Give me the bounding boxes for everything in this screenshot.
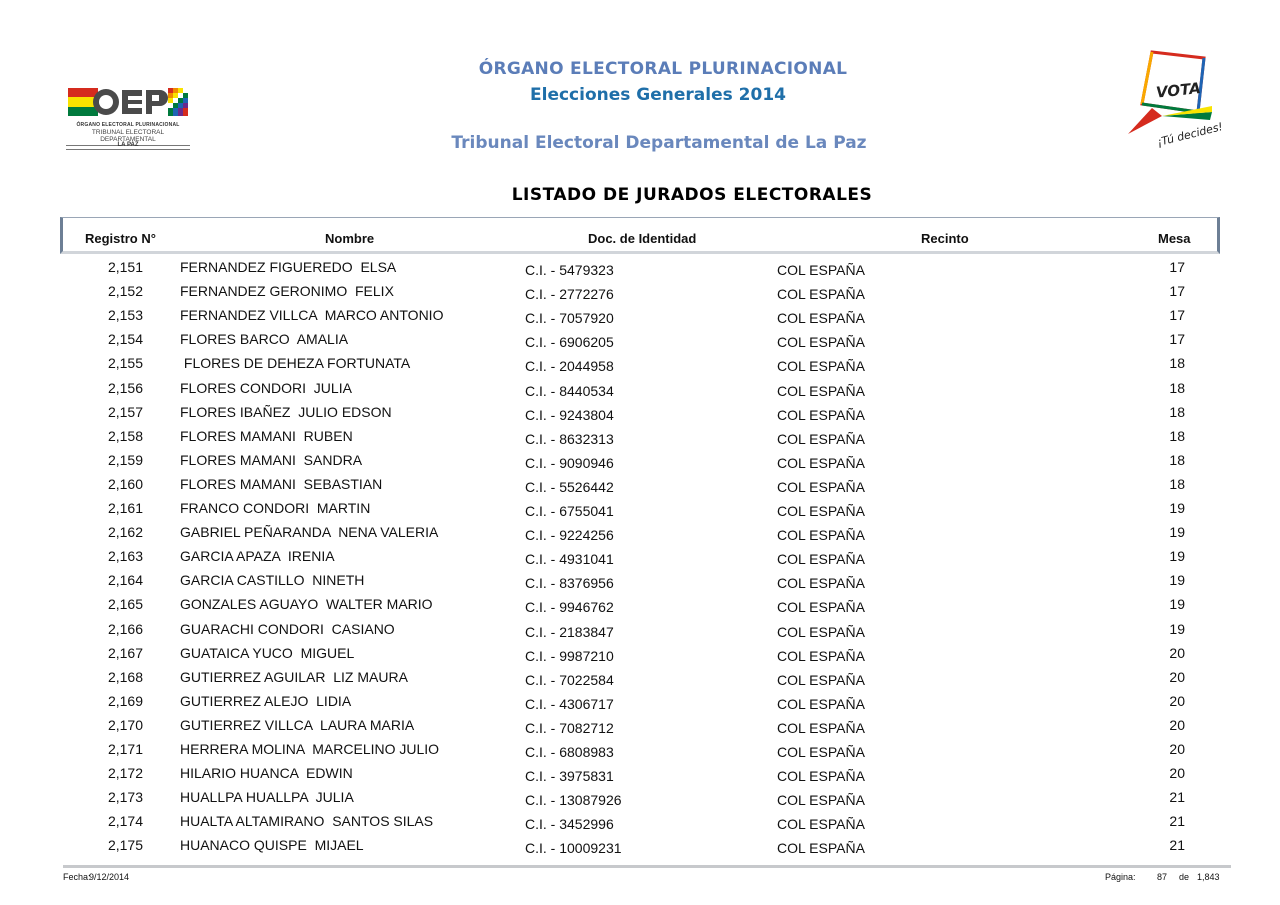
mesa-cell: 19 [1169,500,1185,516]
doc-cell: C.I. - 9224256 [525,527,614,544]
nombre-cell: HUALLPA HUALLPA JULIA [180,789,354,806]
table-row [0,645,1280,669]
organization-title: ÓRGANO ELECTORAL PLURINACIONAL [478,59,848,79]
column-header-mesa: Mesa [1158,231,1191,246]
doc-cell: C.I. - 13087926 [525,792,622,809]
registro-cell: 2,155 [107,355,143,372]
registro-cell: 2,169 [107,692,143,709]
recinto-cell: COL ESPAÑA [777,671,865,688]
table-row [0,572,1280,596]
mesa-cell: 20 [1169,741,1185,757]
nombre-cell: GUTIERREZ VILLCA LAURA MARIA [180,716,415,733]
mesa-cell: 21 [1169,837,1185,854]
table-row [0,548,1280,572]
column-header-doc: Doc. de Identidad [588,231,697,246]
doc-cell: C.I. - 8632313 [525,430,614,447]
doc-cell: C.I. - 10009231 [525,840,622,857]
table-row [0,693,1280,717]
registro-cell: 2,171 [107,741,143,757]
doc-cell: C.I. - 6808983 [525,744,614,760]
doc-cell: C.I. - 3975831 [525,768,614,785]
mesa-cell: 17 [1169,259,1185,275]
column-header-recinto: Recinto [921,231,969,246]
table-row [0,813,1280,837]
nombre-cell: GABRIEL PEÑARANDA NENA VALERIA [180,524,439,541]
registro-cell: 2,170 [107,716,143,733]
table-row [0,789,1280,813]
nombre-cell: GONZALES AGUAYO WALTER MARIO [180,596,433,613]
recinto-cell: COL ESPAÑA [777,647,865,664]
table-row [0,428,1280,452]
mesa-cell: 20 [1169,668,1185,685]
registro-cell: 2,157 [107,403,143,420]
recinto-cell: COL ESPAÑA [777,599,865,616]
oep-logo [66,86,190,154]
oep-logo-line2: TRIBUNAL ELECTORAL DEPARTAMENTAL [66,129,190,146]
mesa-cell: 18 [1169,355,1185,372]
nombre-cell: FERNANDEZ FIGUEREDO ELSA [180,259,397,275]
mesa-cell: 18 [1169,427,1185,444]
registro-cell: 2,154 [107,331,143,348]
recinto-cell: COL ESPAÑA [777,334,865,351]
doc-cell: C.I. - 2183847 [525,623,614,640]
doc-cell: C.I. - 7057920 [525,310,614,327]
document-title: LISTADO DE JURADOS ELECTORALES [511,185,873,205]
nombre-cell: FLORES DE DEHEZA FORTUNATA [180,355,411,372]
recinto-cell: COL ESPAÑA [777,623,865,640]
nombre-cell: FERNANDEZ VILLCA MARCO ANTONIO [180,307,444,324]
registro-cell: 2,156 [107,379,143,396]
table-header [60,217,1220,254]
doc-cell: C.I. - 4931041 [525,551,614,568]
registro-cell: 2,164 [107,572,143,589]
table-row [0,765,1280,789]
table-row [0,476,1280,500]
registro-cell: 2,173 [107,789,143,806]
table-row [0,596,1280,620]
doc-cell: C.I. - 4306717 [525,695,614,712]
table-row [0,621,1280,645]
mesa-cell: 20 [1169,716,1185,733]
recinto-cell: COL ESPAÑA [777,358,865,375]
mesa-cell: 21 [1169,789,1185,806]
doc-cell: C.I. - 8376956 [525,575,614,592]
doc-cell: C.I. - 2772276 [525,286,614,303]
doc-cell: C.I. - 5526442 [525,478,614,495]
nombre-cell: FLORES IBAÑEZ JULIO EDSON [180,403,392,420]
recinto-cell: COL ESPAÑA [777,768,865,785]
recinto-cell: COL ESPAÑA [777,840,865,857]
doc-cell: C.I. - 9243804 [525,406,614,423]
column-header-registro: Registro N° [85,231,156,246]
table-row [0,404,1280,428]
registro-cell: 2,172 [107,765,143,782]
doc-cell: C.I. - 7022584 [525,671,614,688]
vota-logo [1122,46,1222,150]
recinto-cell: COL ESPAÑA [777,527,865,544]
nombre-cell: HILARIO HUANCA EDWIN [180,765,353,782]
doc-cell: C.I. - 9946762 [525,599,614,616]
footer-page-total: 1,843 [1197,872,1220,882]
mesa-cell: 18 [1169,451,1185,468]
table-row [0,717,1280,741]
tribunal-subtitle: Tribunal Electoral Departamental de La Paz [451,133,867,153]
table-row [0,331,1280,355]
nombre-cell: FLORES CONDORI JULIA [180,379,352,396]
oep-emblem-icon [68,88,188,116]
table-row [0,452,1280,476]
nombre-cell: GUARACHI CONDORI CASIANO [180,620,395,637]
mesa-cell: 18 [1169,379,1185,396]
recinto-cell: COL ESPAÑA [777,286,865,303]
table-row [0,500,1280,524]
registro-cell: 2,168 [107,668,143,685]
nombre-cell: GUTIERREZ AGUILAR LIZ MAURA [180,668,408,685]
recinto-cell: COL ESPAÑA [777,792,865,809]
table-row [0,741,1280,765]
mesa-cell: 19 [1169,572,1185,589]
footer-date-label: Fecha: [63,872,91,882]
nombre-cell: GARCIA CASTILLO NINETH [180,572,365,589]
doc-cell: C.I. - 5479323 [525,262,614,278]
oep-logo-line1: ÓRGANO ELECTORAL PLURINACIONAL [76,122,180,128]
table-row [0,669,1280,693]
mesa-cell: 21 [1169,813,1185,830]
recinto-cell: COL ESPAÑA [777,382,865,399]
recinto-cell: COL ESPAÑA [777,430,865,447]
mesa-cell: 17 [1169,307,1185,324]
mesa-cell: 17 [1169,283,1185,300]
registro-cell: 2,165 [107,596,143,613]
recinto-cell: COL ESPAÑA [777,719,865,736]
footer-page-label: Página: [1105,872,1136,882]
nombre-cell: GUATAICA YUCO MIGUEL [180,644,355,661]
recinto-cell: COL ESPAÑA [777,454,865,471]
vota-slogan: ¡Tú decides! [1155,120,1222,150]
registro-cell: 2,159 [107,451,143,468]
registro-cell: 2,175 [107,837,143,854]
nombre-cell: FLORES MAMANI RUBEN [180,427,353,444]
registro-cell: 2,167 [107,644,143,661]
recinto-cell: COL ESPAÑA [777,551,865,568]
nombre-cell: HUANACO QUISPE MIJAEL [180,837,364,854]
footer-page-number: 87 [1157,872,1168,882]
registro-cell: 2,166 [107,620,143,637]
mesa-cell: 20 [1169,644,1185,661]
mesa-cell: 19 [1169,620,1185,637]
nombre-cell: FRANCO CONDORI MARTIN [180,500,371,516]
mesa-cell: 19 [1169,596,1185,613]
registro-cell: 2,152 [107,283,143,300]
table-row [0,259,1280,283]
mesa-cell: 20 [1169,765,1185,782]
recinto-cell: COL ESPAÑA [777,695,865,712]
footer-divider [63,865,1231,868]
doc-cell: C.I. - 6755041 [525,503,614,519]
footer-of-label: de [1179,872,1190,882]
nombre-cell: GUTIERREZ ALEJO LIDIA [180,692,352,709]
doc-cell: C.I. - 6906205 [525,334,614,351]
nombre-cell: FLORES BARCO AMALIA [180,331,349,348]
recinto-cell: COL ESPAÑA [777,816,865,833]
mesa-cell: 19 [1169,548,1185,565]
recinto-cell: COL ESPAÑA [777,310,865,327]
recinto-cell: COL ESPAÑA [777,262,865,278]
recinto-cell: COL ESPAÑA [777,744,865,760]
registro-cell: 2,153 [107,307,143,324]
registro-cell: 2,160 [107,475,143,492]
doc-cell: C.I. - 8440534 [525,382,614,399]
recinto-cell: COL ESPAÑA [777,503,865,519]
registro-cell: 2,163 [107,548,143,565]
elections-subtitle: Elecciones Generales 2014 [530,85,786,105]
table-row [0,283,1280,307]
recinto-cell: COL ESPAÑA [777,406,865,423]
nombre-cell: FLORES MAMANI SANDRA [180,451,363,468]
nombre-cell: HUALTA ALTAMIRANO SANTOS SILAS [180,813,434,830]
doc-cell: C.I. - 9090946 [525,454,614,471]
nombre-cell: GARCIA APAZA IRENIA [180,548,335,565]
table-row [0,355,1280,379]
vota-word: VOTA [1155,79,1202,102]
doc-cell: C.I. - 2044958 [525,358,614,375]
doc-cell: C.I. - 3452996 [525,816,614,833]
oep-logo-line3: LA PAZ [66,142,190,150]
footer-date: 9/12/2014 [89,872,130,882]
mesa-cell: 20 [1169,692,1185,709]
table-row [0,380,1280,404]
vota-ballot-icon [1122,46,1222,150]
recinto-cell: COL ESPAÑA [777,478,865,495]
nombre-cell: HERRERA MOLINA MARCELINO JULIO [180,741,440,757]
registro-cell: 2,151 [107,259,143,275]
recinto-cell: COL ESPAÑA [777,575,865,592]
nombre-cell: FLORES MAMANI SEBASTIAN [180,475,383,492]
registro-cell: 2,158 [107,427,143,444]
mesa-cell: 19 [1169,524,1185,541]
doc-cell: C.I. - 7082712 [525,719,614,736]
mesa-cell: 18 [1169,475,1185,492]
doc-cell: C.I. - 9987210 [525,647,614,664]
registro-cell: 2,174 [107,813,143,830]
nombre-cell: FERNANDEZ GERONIMO FELIX [180,283,394,300]
table-row [0,837,1280,861]
mesa-cell: 17 [1169,331,1185,348]
mesa-cell: 18 [1169,403,1185,420]
registro-cell: 2,162 [107,524,143,541]
column-header-nombre: Nombre [325,231,375,246]
table-row [0,524,1280,548]
table-row [0,307,1280,331]
registro-cell: 2,161 [107,500,143,516]
